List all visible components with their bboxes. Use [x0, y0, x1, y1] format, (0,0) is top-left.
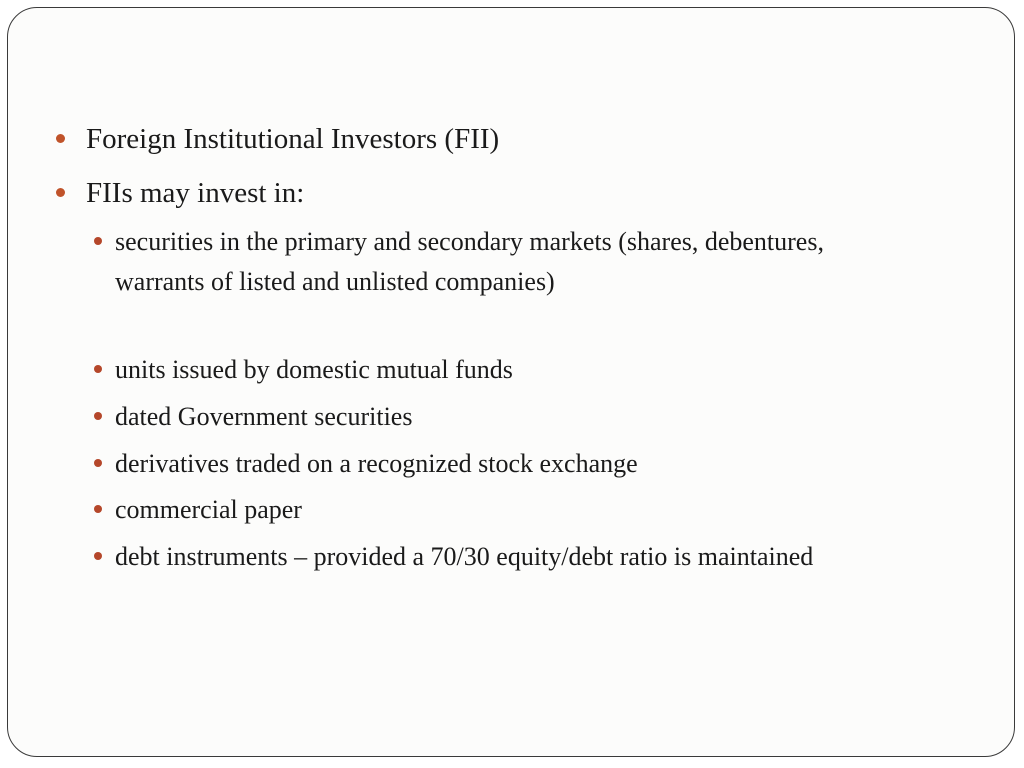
bullet-dot-icon [94, 552, 102, 560]
bullet-text: derivatives traded on a recognized stock exchange [115, 449, 638, 478]
bullet-dot-icon [94, 505, 102, 513]
sub-bullet-mutual-funds [94, 350, 854, 390]
bullet-dot-icon [94, 412, 102, 420]
bullet-text: Foreign Institutional Investors (FII) [86, 123, 500, 155]
bullet-dot-icon [56, 188, 65, 197]
bullet-dot-icon [94, 237, 102, 245]
sub-bullet-commercial-paper [94, 490, 854, 530]
bullet-text: debt instruments – provided a 70/30 equity/debt ratio is maintained [115, 542, 814, 571]
sub-bullet-debt-instruments [94, 537, 854, 577]
bullet-item-fii [56, 121, 499, 157]
bullet-dot-icon [94, 365, 102, 373]
sub-bullet-government-securities [94, 397, 854, 437]
bullet-text: securities in the primary and secondary markets (shares, debentures, warrants of listed and unlisted companies) [115, 227, 824, 296]
sub-bullet-securities [94, 222, 854, 302]
bullet-text: units issued by domestic mutual funds [115, 355, 513, 384]
bullet-dot-icon [56, 134, 65, 143]
bullet-text: FIIs may invest in: [86, 177, 305, 209]
bullet-text: commercial paper [115, 495, 302, 524]
slide-content [8, 8, 1014, 756]
sub-bullet-derivatives [94, 444, 854, 484]
slide-frame [7, 7, 1015, 757]
bullet-item-fiis-may-invest [56, 175, 304, 211]
bullet-dot-icon [94, 459, 102, 467]
bullet-text: dated Government securities [115, 402, 413, 431]
